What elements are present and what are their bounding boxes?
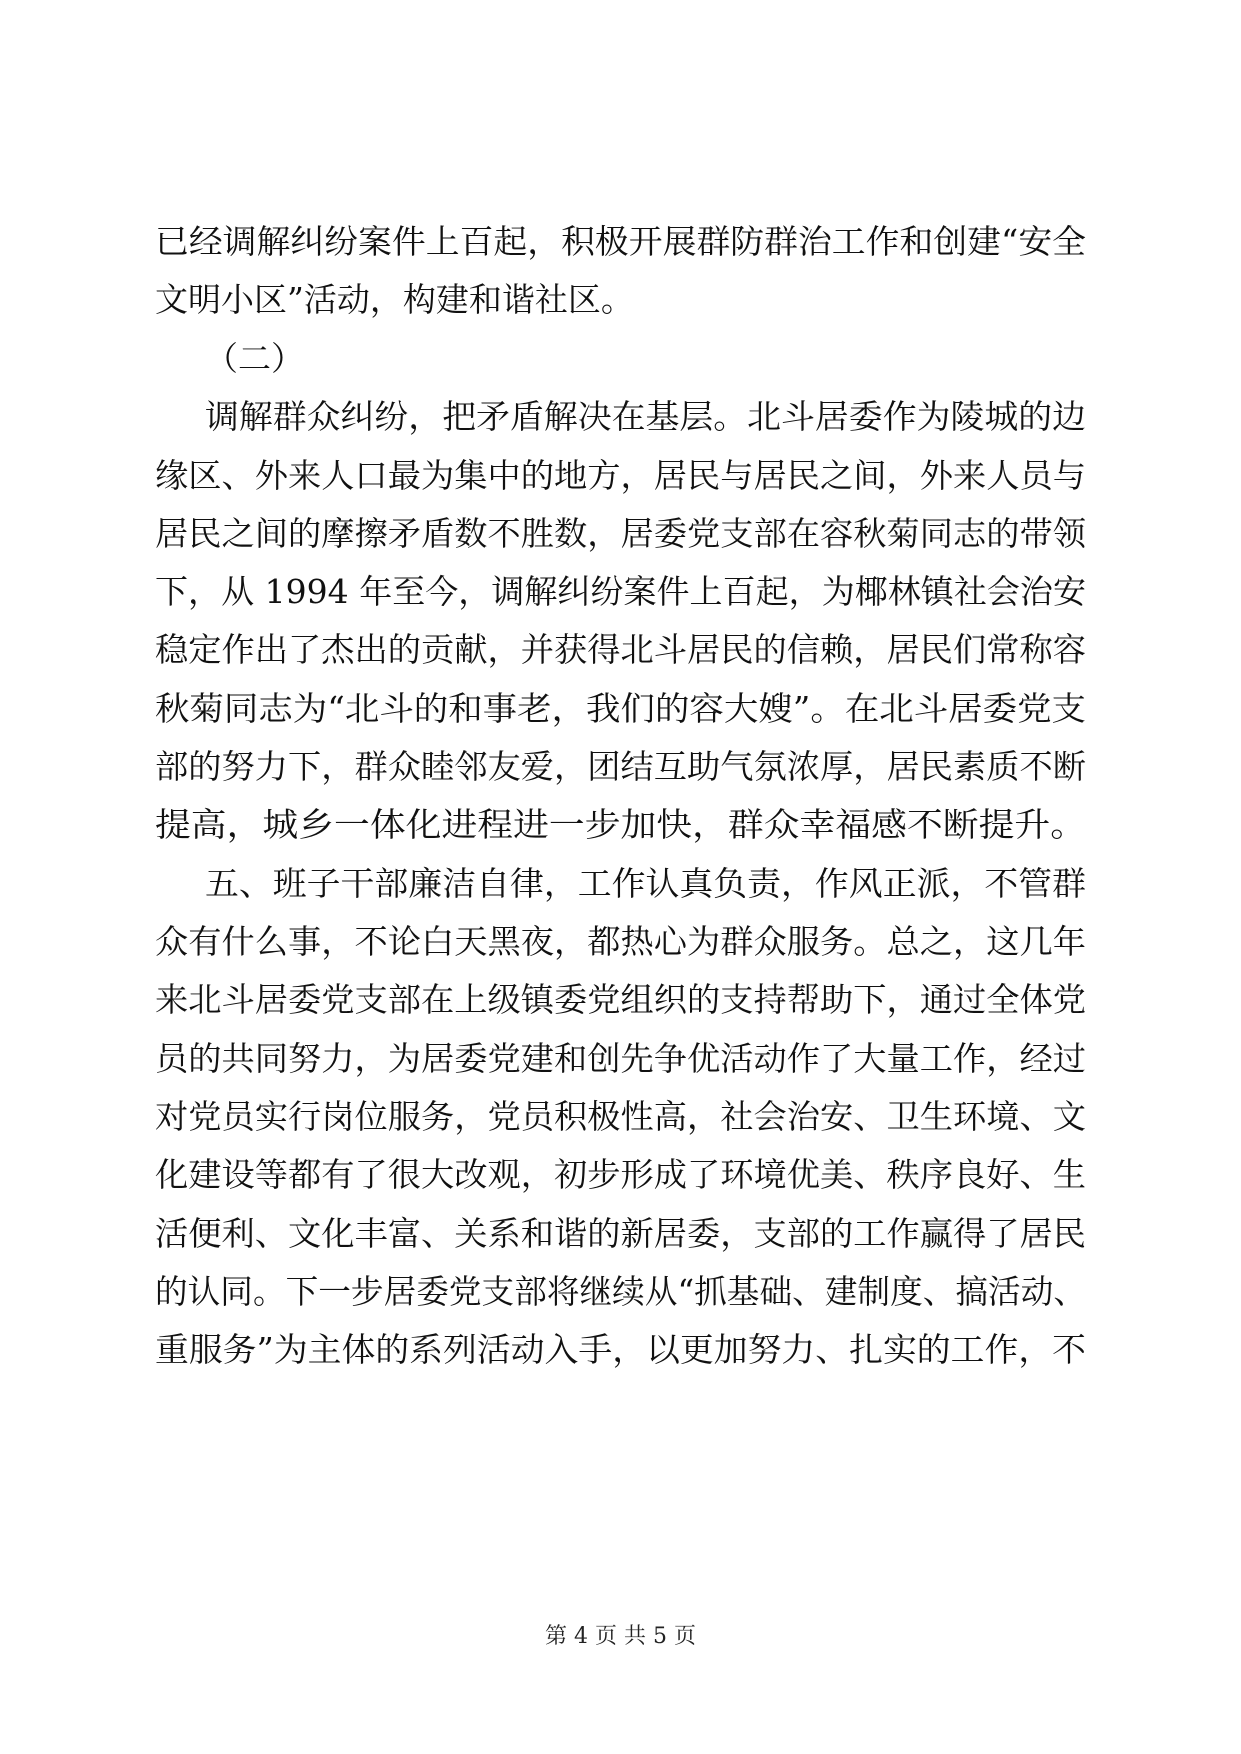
text-line-content: 秋菊同志为“北斗的和事老，我们的容大嫂”。在北斗居委党支 xyxy=(155,689,1086,728)
text-line-content: 员的共同努力，为居委党建和创先争优活动作了大量工作，经过 xyxy=(155,1039,1086,1078)
text-line xyxy=(0,212,1241,272)
text-line-content: 对党员实行岗位服务，党员积极性高，社会治安、卫生环境、文 xyxy=(155,1097,1086,1136)
text-line xyxy=(0,446,1241,506)
text-line-content: 来北斗居委党支部在上级镇委党组织的支持帮助下，通过全体党 xyxy=(155,980,1086,1019)
text-line xyxy=(0,1145,1241,1205)
text-line xyxy=(0,795,1241,855)
text-line xyxy=(0,1029,1241,1089)
text-line-content: 缘区、外来人口最为集中的地方，居民与居民之间，外来人员与 xyxy=(155,456,1086,495)
text-line xyxy=(0,387,1241,447)
text-line-content: 部的努力下，群众睦邻友爱，团结互助气氛浓厚，居民素质不断 xyxy=(155,747,1086,786)
text-line xyxy=(0,737,1241,797)
text-line xyxy=(0,679,1241,739)
text-line-content: 已经调解纠纷案件上百起，积极开展群防群治工作和创建“安全 xyxy=(155,222,1086,261)
text-line-content: 活便利、文化丰富、关系和谐的新居委，支部的工作赢得了居民 xyxy=(155,1214,1086,1253)
text-line-content: 重服务”为主体的系列活动入手，以更加努力、扎实的工作，不 xyxy=(155,1330,1086,1369)
text-line-content: 下，从 1994 年至今，调解纠纷案件上百起，为椰林镇社会治安 xyxy=(155,572,1086,611)
text-line xyxy=(0,970,1241,1030)
text-line xyxy=(0,1320,1241,1380)
text-line xyxy=(0,562,1241,622)
text-line xyxy=(0,854,1241,914)
text-line xyxy=(0,504,1241,564)
text-line xyxy=(0,1262,1241,1322)
text-line xyxy=(0,912,1241,972)
text-line-content: 提高，城乡一体化进程进一步加快，群众幸福感不断提升。 xyxy=(155,805,1086,844)
text-line-content: 化建设等都有了很大改观，初步形成了环境优美、秩序良好、生 xyxy=(155,1155,1086,1194)
text-line xyxy=(0,1204,1241,1264)
text-line-content: 居民之间的摩擦矛盾数不胜数，居委党支部在容秋菊同志的带领 xyxy=(155,514,1086,553)
text-line xyxy=(0,1087,1241,1147)
text-line xyxy=(0,620,1241,680)
text-line-content: 众有什么事，不论白天黑夜，都热心为群众服务。总之，这几年 xyxy=(155,922,1086,961)
section-heading-text: （二） xyxy=(205,339,304,378)
text-line-content: 文明小区”活动，构建和谐社区。 xyxy=(155,280,634,319)
text-line xyxy=(0,270,1241,330)
text-line-content: 调解群众纠纷，把矛盾解决在基层。北斗居委作为陵城的边 xyxy=(205,397,1086,436)
page-number-footer: 第 4 页 共 5 页 xyxy=(545,1624,696,1649)
text-line-content: 稳定作出了杰出的贡献，并获得北斗居民的信赖，居民们常称容 xyxy=(155,630,1086,669)
text-line-content: 的认同。下一步居委党支部将继续从“抓基础、建制度、搞活动、 xyxy=(155,1272,1086,1311)
section-heading xyxy=(0,329,1241,389)
text-line-content: 五、班子干部廉洁自律，工作认真负责，作风正派，不管群 xyxy=(205,864,1086,903)
